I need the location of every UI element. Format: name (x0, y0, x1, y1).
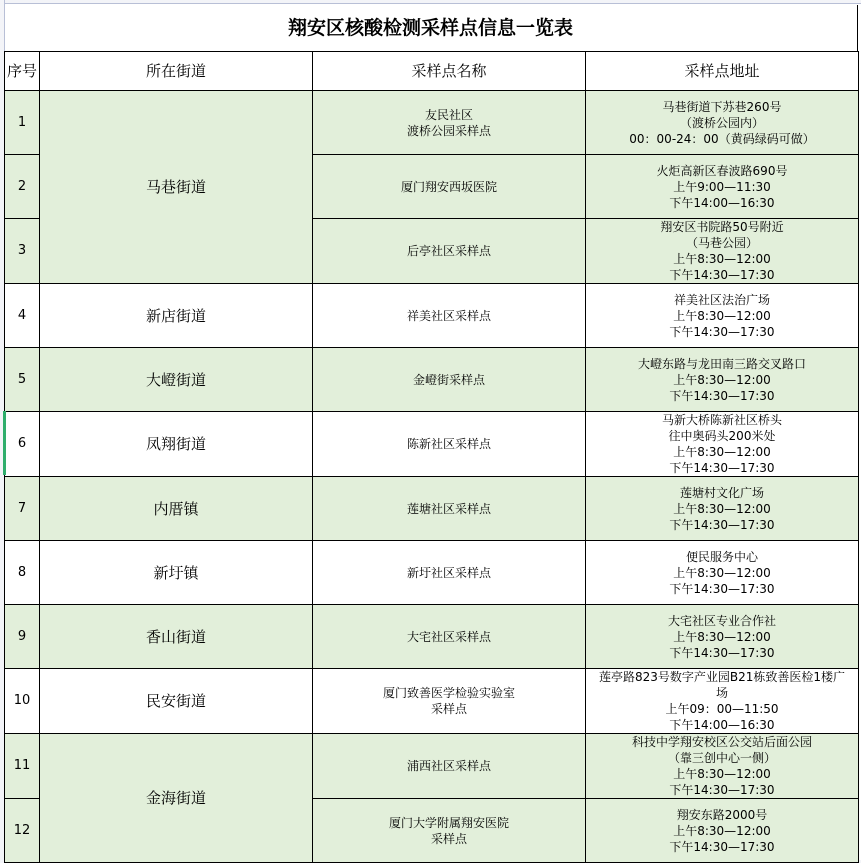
sheet-title[interactable]: 翔安区核酸检测采样点信息一览表 (4, 5, 858, 51)
sampling-sites-sheet (4, 5, 858, 863)
cell-seq[interactable]: 7 (5, 477, 40, 541)
site-name-line: 金嶝街采样点 (412, 372, 485, 387)
site-address-line: （渡桥公园内） (679, 115, 764, 130)
site-address-line: 科技中学翔安校区公交站后面公园 (631, 735, 812, 749)
site-address-line: （靠三创中心一侧） (667, 751, 776, 765)
site-address-line: 下午14:30—17:30 (669, 581, 775, 596)
cell-site-address[interactable] (586, 541, 859, 605)
site-name-line: 大宅社区采样点 (406, 629, 491, 644)
site-address-line: 下午14:30—17:30 (669, 783, 775, 797)
cell-site-address[interactable] (586, 284, 859, 348)
site-name-line: 莲塘社区采样点 (406, 501, 491, 516)
site-name-line: 采样点 (430, 702, 467, 716)
site-name-line: 厦门致善医学检验实验室 (382, 686, 515, 700)
site-address-line: 莲塘村文化广场 (679, 485, 764, 500)
cell-site-name[interactable] (313, 799, 586, 863)
cell-site-address[interactable] (586, 605, 859, 669)
cell-site-name[interactable] (313, 219, 586, 284)
site-address-line: 00：00-24：00（黄码绿码可做） (629, 131, 815, 146)
cell-street[interactable]: 马巷街道 (40, 91, 313, 284)
site-name-line: 厦门翔安西坂医院 (400, 179, 497, 194)
table-row (5, 91, 859, 155)
cell-site-name[interactable] (313, 412, 586, 477)
site-name-line: 厦门大学附属翔安医院 (388, 815, 509, 830)
spreadsheet-gridline-top (0, 0, 861, 4)
site-address-line: 上午8:30—12:00 (673, 252, 771, 266)
cell-site-address[interactable] (586, 219, 859, 284)
cell-site-name[interactable] (313, 284, 586, 348)
cell-street[interactable]: 凤翔街道 (40, 412, 313, 477)
site-address-line: 上午8:30—12:00 (673, 445, 771, 459)
site-address-line: 火炬高新区春波路690号 (656, 163, 788, 178)
cell-site-name[interactable] (313, 541, 586, 605)
site-address-line: 祥美社区法治广场 (673, 292, 770, 307)
row-selection-marker (3, 411, 6, 475)
site-address-line: 马新大桥陈新社区桥头 (661, 413, 782, 427)
table-row (5, 412, 859, 477)
site-address-line: 下午14:00—16:30 (669, 195, 775, 210)
site-address-line: 往中奥码头200米处 (668, 429, 776, 443)
cell-site-name[interactable] (313, 91, 586, 155)
site-address-line: 上午8:30—12:00 (673, 767, 771, 781)
cell-site-address[interactable] (586, 412, 859, 477)
site-address-line: 大嶝东路与龙田南三路交叉路口 (637, 356, 806, 371)
cell-site-name[interactable] (313, 155, 586, 219)
site-address-line: 莲亭路823号数字产业园B21栋致善医检1楼广 (598, 670, 846, 684)
cell-site-name[interactable] (313, 605, 586, 669)
site-address-line: 场 (715, 686, 728, 700)
cell-street[interactable]: 大嶝街道 (40, 348, 313, 412)
site-address-line: 下午14:30—17:30 (669, 324, 775, 339)
site-address-line: 下午14:30—17:30 (669, 839, 775, 854)
site-address-line: 下午14:30—17:30 (669, 645, 775, 660)
cell-site-name[interactable] (313, 348, 586, 412)
site-address-line: 下午14:30—17:30 (669, 461, 775, 475)
table-row (5, 734, 859, 799)
cell-street[interactable]: 新店街道 (40, 284, 313, 348)
header-seq[interactable]: 序号 (5, 52, 40, 91)
cell-street[interactable]: 金海街道 (40, 734, 313, 863)
site-address-line: 下午14:30—17:30 (669, 517, 775, 532)
cell-seq[interactable]: 8 (5, 541, 40, 605)
cell-site-address[interactable] (586, 477, 859, 541)
cell-site-address[interactable] (586, 91, 859, 155)
cell-seq[interactable]: 10 (5, 669, 40, 734)
site-address-line: 上午8:30—12:00 (673, 565, 771, 580)
site-address-line: 上午8:30—12:00 (673, 629, 771, 644)
site-address-line: 上午9:00—11:30 (673, 179, 771, 194)
cell-seq[interactable]: 12 (5, 799, 40, 863)
cell-site-name[interactable] (313, 477, 586, 541)
cell-site-address[interactable] (586, 669, 859, 734)
cell-site-address[interactable] (586, 348, 859, 412)
site-address-line: 翔安区书院路50号附近 (660, 220, 784, 234)
cell-street[interactable]: 内厝镇 (40, 477, 313, 541)
cell-seq[interactable]: 3 (5, 219, 40, 284)
site-name-line: 新圩社区采样点 (406, 565, 491, 580)
table-row (5, 605, 859, 669)
cell-site-address[interactable] (586, 734, 859, 799)
header-row (5, 52, 859, 91)
site-address-line: 便民服务中心 (685, 549, 758, 564)
table-row (5, 669, 859, 734)
site-address-line: 下午14:30—17:30 (669, 388, 775, 403)
site-address-line: 上午8:30—12:00 (673, 501, 771, 516)
site-address-line: 翔安东路2000号 (676, 807, 768, 822)
cell-site-address[interactable] (586, 799, 859, 863)
cell-street[interactable]: 新圩镇 (40, 541, 313, 605)
header-street[interactable]: 所在街道 (40, 52, 313, 91)
table-row (5, 284, 859, 348)
site-address-line: 大宅社区专业合作社 (667, 613, 776, 628)
site-address-line: 上午8:30—12:00 (673, 308, 771, 323)
sampling-sites-table (4, 51, 859, 863)
cell-seq[interactable]: 1 (5, 91, 40, 155)
cell-seq[interactable]: 5 (5, 348, 40, 412)
header-address[interactable]: 采样点地址 (586, 52, 859, 91)
site-name-line: 祥美社区采样点 (406, 308, 491, 323)
header-name[interactable]: 采样点名称 (313, 52, 586, 91)
table-row (5, 477, 859, 541)
site-name-line: 友民社区 (424, 107, 473, 122)
cell-site-address[interactable] (586, 155, 859, 219)
site-name-line: 采样点 (430, 831, 467, 846)
cell-seq[interactable]: 4 (5, 284, 40, 348)
cell-site-name[interactable] (313, 669, 586, 734)
table-row (5, 541, 859, 605)
cell-seq[interactable]: 2 (5, 155, 40, 219)
site-address-line: 下午14:00—16:30 (669, 718, 775, 732)
site-address-line: 上午09：00—11:50 (665, 702, 779, 716)
site-address-line: 下午14:30—17:30 (669, 268, 775, 282)
site-name-line: 浦西社区采样点 (406, 759, 491, 773)
site-address-line: （马巷公园） (685, 236, 758, 250)
table-row (5, 348, 859, 412)
cell-seq[interactable]: 11 (5, 734, 40, 799)
cell-seq[interactable]: 9 (5, 605, 40, 669)
site-address-line: 上午8:30—12:00 (673, 823, 771, 838)
cell-seq[interactable]: 6 (5, 412, 40, 477)
cell-site-name[interactable] (313, 734, 586, 799)
cell-street[interactable]: 香山街道 (40, 605, 313, 669)
site-address-line: 上午8:30—12:00 (673, 372, 771, 387)
cell-street[interactable]: 民安街道 (40, 669, 313, 734)
site-name-line: 渡桥公园采样点 (406, 123, 491, 138)
site-name-line: 后亭社区采样点 (406, 244, 491, 258)
site-address-line: 马巷街道下苏巷260号 (662, 99, 782, 114)
site-name-line: 陈新社区采样点 (406, 437, 491, 451)
